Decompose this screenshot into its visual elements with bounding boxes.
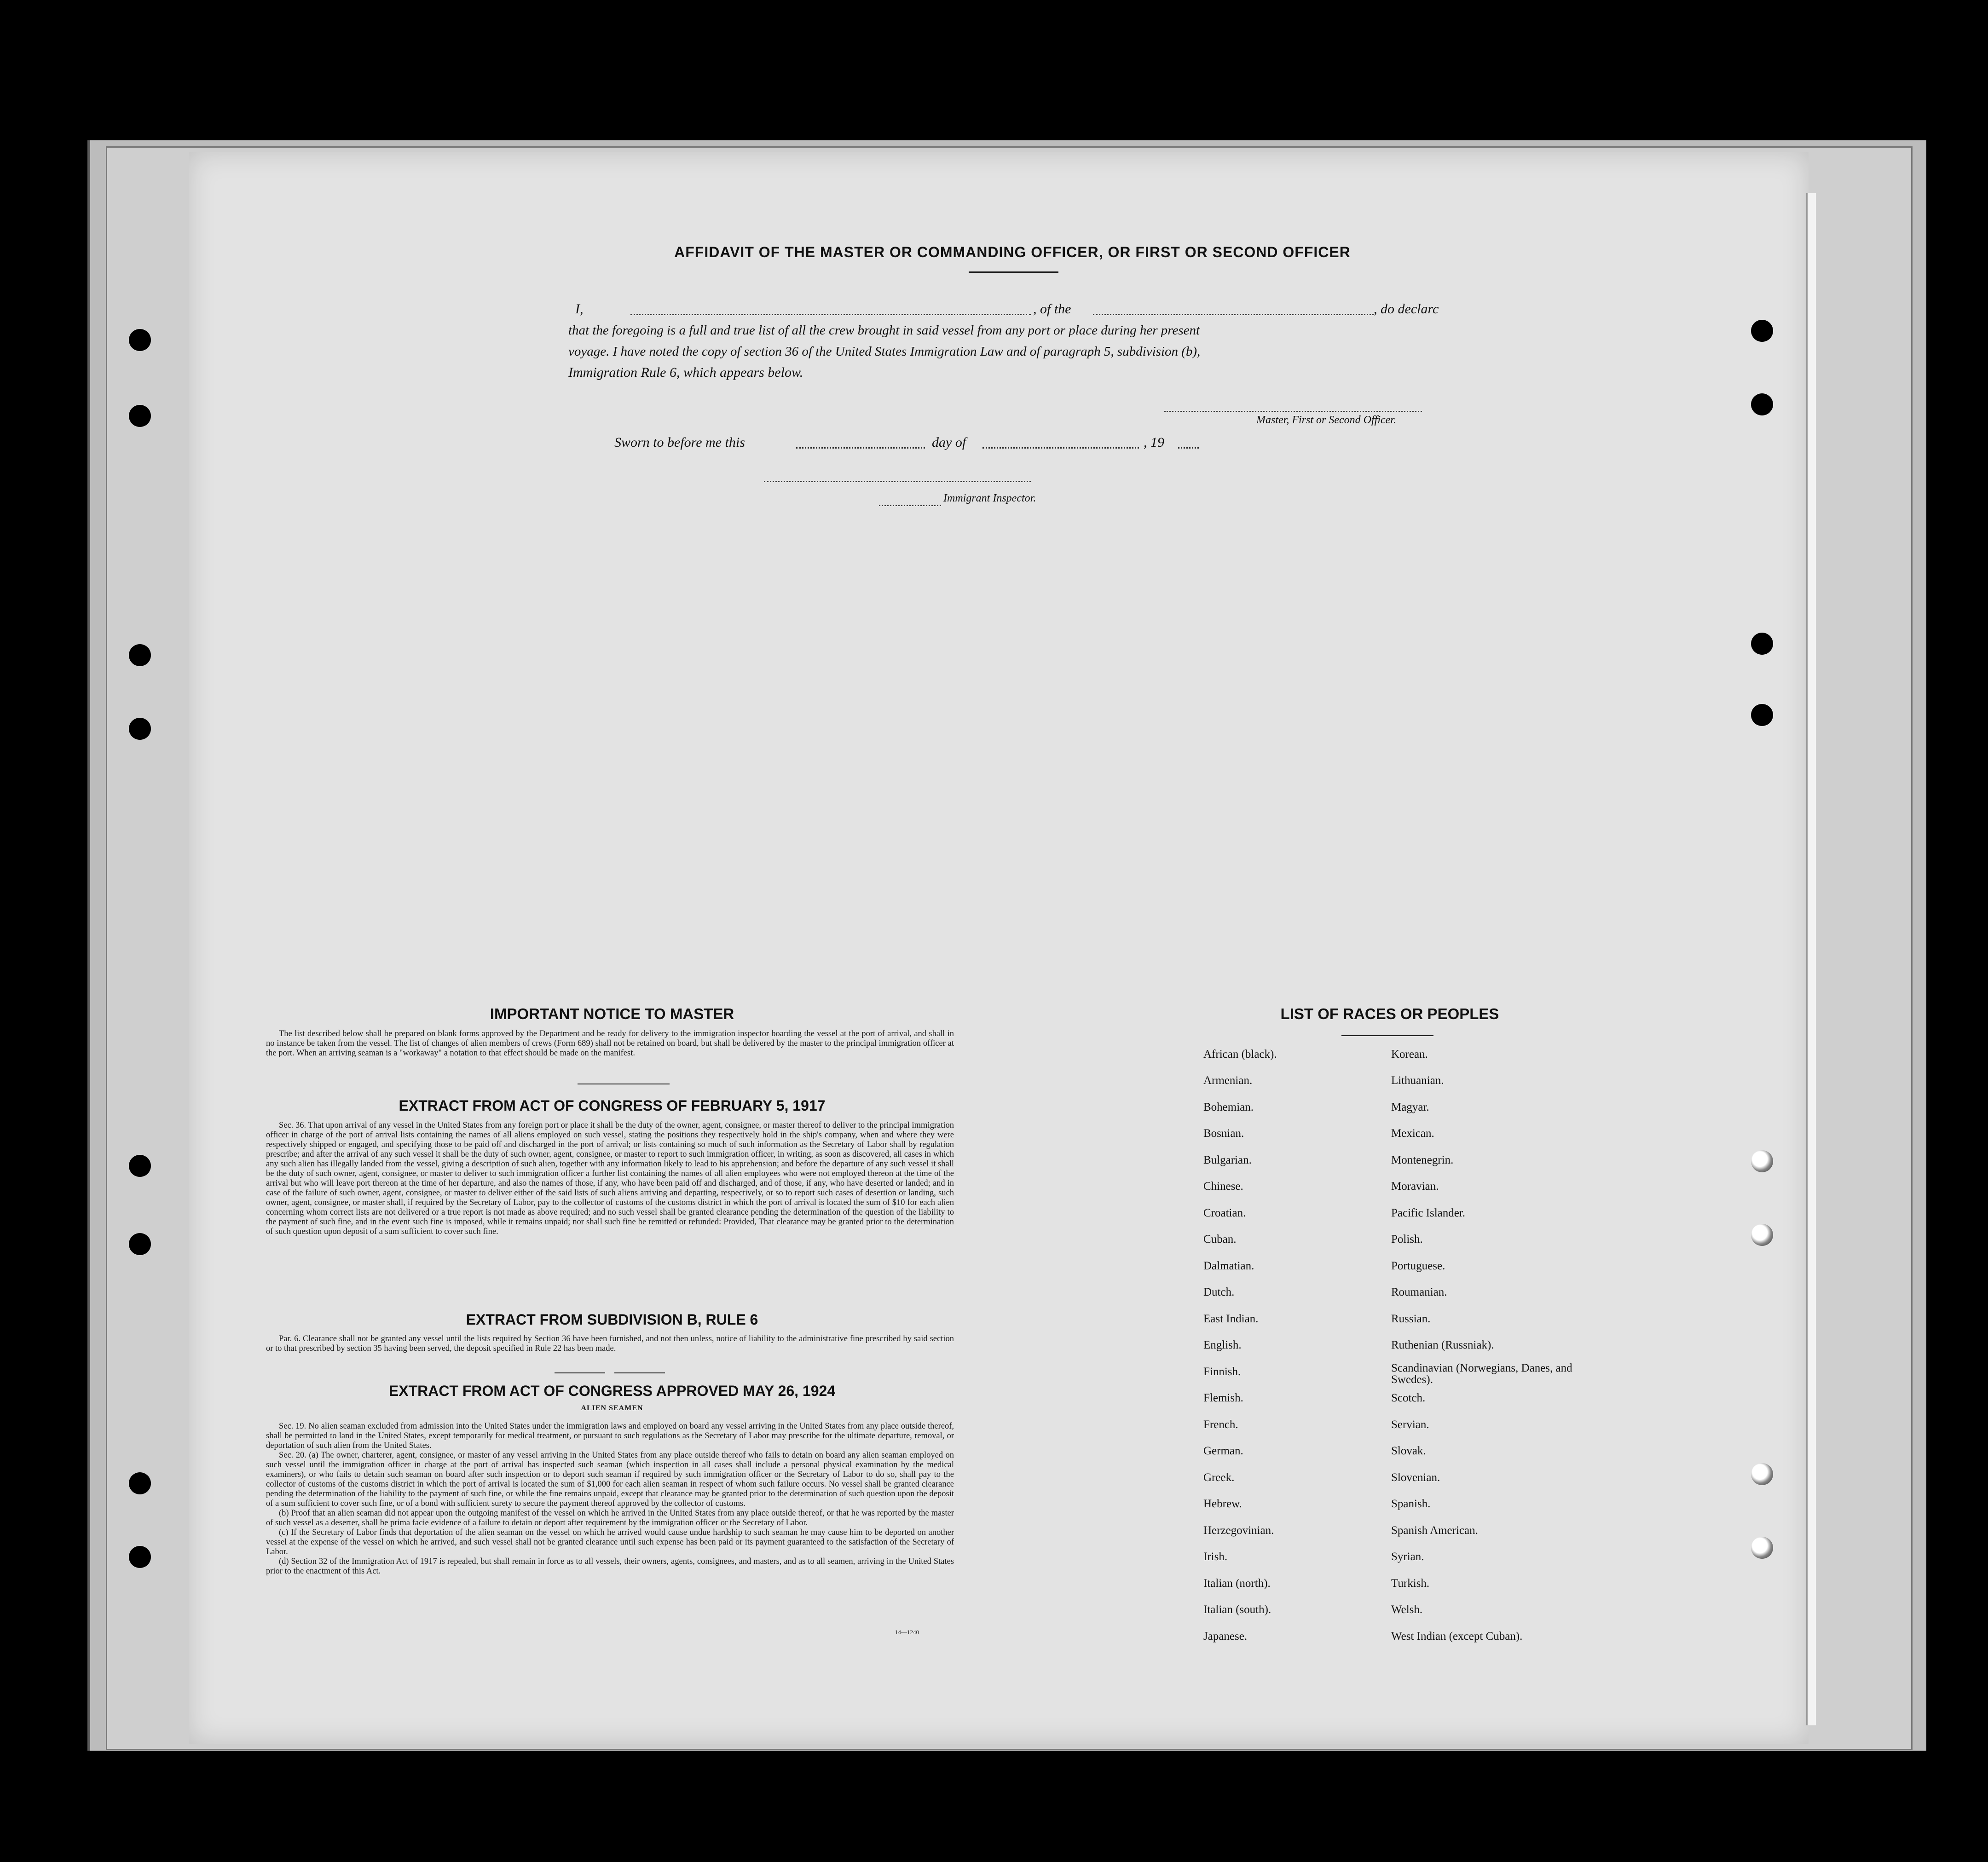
race-item: German. xyxy=(1203,1445,1243,1457)
race-item: Slovenian. xyxy=(1391,1471,1440,1484)
race-item: Spanish American. xyxy=(1391,1524,1478,1537)
binding-hole xyxy=(129,1472,151,1494)
race-item: Finnish. xyxy=(1203,1366,1241,1378)
divider-rule xyxy=(614,1372,665,1373)
binding-hole xyxy=(129,644,151,666)
extract-rule6-title: EXTRACT FROM SUBDIVISION B, RULE 6 xyxy=(466,1311,758,1328)
race-item: Italian (north). xyxy=(1203,1577,1271,1590)
binding-hole xyxy=(129,405,151,427)
binding-hole xyxy=(129,329,151,351)
binding-hole xyxy=(1751,320,1773,342)
binding-hole xyxy=(1751,1224,1773,1246)
binding-hole xyxy=(1751,704,1773,726)
races-rule xyxy=(1341,1035,1433,1036)
race-item: Portuguese. xyxy=(1391,1260,1445,1272)
section-20b-paragraph: (b) Proof that an alien seaman did not appear upon the outgoing manifest of the vessel on which he arrived in the United States from any place outside thereof, or that he was reported by the master of such vessel as a deserter, shall be prima facie evidence of a failure to detain or deport after requirement by the immigration officer or the Secretary of Labor. xyxy=(266,1509,954,1528)
affidavit-title: AFFIDAVIT OF THE MASTER OR COMMANDING OFFICER, OR FIRST OR SECOND OFFICER xyxy=(674,244,1351,260)
race-item: Dutch. xyxy=(1203,1286,1235,1298)
binding-hole xyxy=(1751,633,1773,655)
affidavit-line-4: Immigration Rule 6, which appears below. xyxy=(568,365,803,380)
race-item: Scotch. xyxy=(1391,1392,1426,1404)
race-item: Dalmatian. xyxy=(1203,1260,1254,1272)
sworn-year: , 19 xyxy=(1144,435,1164,450)
notice-body xyxy=(266,1029,954,1058)
sworn-day-of: day of xyxy=(932,435,966,450)
race-item: Magyar. xyxy=(1391,1101,1429,1113)
race-item: Flemish. xyxy=(1203,1392,1243,1404)
race-item: Mexican. xyxy=(1391,1127,1434,1140)
race-item: Chinese. xyxy=(1203,1180,1243,1193)
race-item: Welsh. xyxy=(1391,1603,1423,1616)
inspector-label: Immigrant Inspector. xyxy=(943,492,1036,504)
race-item: East Indian. xyxy=(1203,1313,1259,1325)
race-item: Croatian. xyxy=(1203,1207,1246,1219)
notice-title: IMPORTANT NOTICE TO MASTER xyxy=(490,1005,734,1022)
affidavit-do-declare: , do declarc xyxy=(1374,301,1439,317)
title-rule xyxy=(969,271,1058,273)
master-signature-label: Master, First or Second Officer. xyxy=(1256,414,1396,426)
race-item: Herzegovinian. xyxy=(1203,1524,1274,1537)
race-item: Japanese. xyxy=(1203,1630,1248,1643)
race-item: Ruthenian (Russniak). xyxy=(1391,1339,1494,1351)
sworn-day-blank[interactable] xyxy=(796,447,925,449)
extract-1917-body xyxy=(266,1121,954,1237)
race-item: Servian. xyxy=(1391,1418,1429,1431)
race-item: Slovak. xyxy=(1391,1445,1426,1457)
race-item: Lithuanian. xyxy=(1391,1074,1444,1087)
race-item: Greek. xyxy=(1203,1471,1235,1484)
inspector-prefix-line xyxy=(879,505,941,506)
extract-rule6-paragraph: Par. 6. Clearance shall not be granted any vessel until the lists required by Section 36 have been furnished, and not then unless, notice of liability to the administrative fine prescribed by said section or to that prescribed by section 35 having been served, the deposit specified in Rule 22 has been made. xyxy=(266,1334,954,1353)
sworn-year-blank[interactable] xyxy=(1178,447,1199,449)
notice-paragraph: The list described below shall be prepared on blank forms approved by the Department and be ready for delivery to the immigration inspector boarding the vessel at the port of arrival, and shall in no instance be taken from the vessel. The list of changes of alien members of crews (Form 689) shall not be retained on board, but shall be delivered by the master to the principal immigration officer at the port. When an arriving seaman is a "workaway" a notation to that effect should be made on the manifest. xyxy=(266,1029,954,1058)
affidavit-of-the: , of the xyxy=(1033,301,1071,317)
race-item: West Indian (except Cuban). xyxy=(1391,1630,1523,1643)
affidavit-line-2: that the foregoing is a full and true list of all the crew brought in said vessel from any port or place during her present xyxy=(568,323,1200,338)
race-item: Scandinavian (Norwegians, Danes, and Swedes). xyxy=(1391,1362,1572,1386)
binding-hole xyxy=(129,1233,151,1255)
affidavit-line-3: voyage. I have noted the copy of section 36 of the United States Immigration Law and of paragraph 5, subdivision (b), xyxy=(568,344,1201,359)
race-item: Montenegrin. xyxy=(1391,1154,1454,1166)
section-19-paragraph: Sec. 19. No alien seaman excluded from admission into the United States under the immigration laws and employed on board any vessel arriving in the United States from any place outside thereof, shall be permitted to land in the United States, except temporarily for medical treatment, or pursuant to such regulations as the Secretary of Labor may prescribe for the ultimate departure, removal, or deportation of such alien from the United States. xyxy=(266,1422,954,1450)
race-item: Pacific Islander. xyxy=(1391,1207,1466,1219)
divider-rule xyxy=(555,1372,605,1373)
sworn-prefix: Sworn to before me this xyxy=(614,435,745,450)
extract-1924-title: EXTRACT FROM ACT OF CONGRESS APPROVED MAY 26, 1924 xyxy=(388,1383,836,1399)
race-item: French. xyxy=(1203,1418,1238,1431)
extract-1924-subtitle: ALIEN SEAMEN xyxy=(581,1404,643,1412)
binding-hole xyxy=(129,718,151,740)
sworn-month-blank[interactable] xyxy=(982,447,1139,449)
binding-hole xyxy=(1751,1537,1773,1559)
race-item: Turkish. xyxy=(1391,1577,1430,1590)
name-blank[interactable] xyxy=(630,314,1031,315)
form-number: 14—1240 xyxy=(895,1629,919,1636)
master-signature-line[interactable] xyxy=(1164,411,1422,412)
race-item: Polish. xyxy=(1391,1233,1423,1245)
section-20d-paragraph: (d) Section 32 of the Immigration Act of 1917 is repealed, but shall remain in force as to all vessels, their owners, agents, consignees, and masters, and as to all seamen, arriving in the United States prior to the enactment of this Act. xyxy=(266,1557,954,1576)
binding-hole xyxy=(1751,393,1773,415)
extract-1924-body xyxy=(266,1422,954,1576)
race-item: English. xyxy=(1203,1339,1242,1351)
binding-hole xyxy=(1751,1150,1773,1172)
race-item: Irish. xyxy=(1203,1551,1228,1563)
race-item: Hebrew. xyxy=(1203,1498,1242,1510)
races-title: LIST OF RACES OR PEOPLES xyxy=(1280,1005,1499,1022)
race-item: Roumanian. xyxy=(1391,1286,1447,1298)
race-item: African (black). xyxy=(1203,1048,1277,1061)
race-item: Russian. xyxy=(1391,1313,1431,1325)
extract-1917-title: EXTRACT FROM ACT OF CONGRESS OF FEBRUARY 5, 1917 xyxy=(399,1097,826,1114)
section-20c-paragraph: (c) If the Secretary of Labor finds that deportation of the alien seaman on the vessel on which he arrived would cause undue hardship to such seaman he may cause him to be deported on another vessel at the expense of the vessel on which he arrived, and such vessel shall not be granted clearance until such expense has been paid or its payment guaranteed to the satisfaction of the Secretary of Labor. xyxy=(266,1528,954,1556)
race-item: Korean. xyxy=(1391,1048,1428,1061)
race-item: Moravian. xyxy=(1391,1180,1439,1193)
extract-1917-paragraph: Sec. 36. That upon arrival of any vessel in the United States from any foreign port or place it shall be the duty of the owner, agent, consignee, or master thereof to deliver to the principal immigration officer in charge of the port of arrival lists containing the names of all aliens employed on such vessel, stating the positions they respectively hold in the ship's company, when and where they were respectively shipped or engaged, and specifying those to be paid off and discharged in the port of arrival; or lists containing so much of such information as the Secretary of Labor shall by regulation prescribe; and after the arrival of any such vessel it shall be the duty of such owner, agent, consignee, or master to report to such immigration officer, in writing, as soon as discovered, all cases in which any such alien has illegally landed from the vessel, giving a description of such alien, together with any information likely to lead to his apprehension; and before the departure of any such vessel it shall be the duty of such owner, agent, consignee, or master to deliver to such immigration officer a further list containing the names of all alien employees who were not employed thereon at the time of the arrival but who will leave port thereon at the time of her departure, and also the names of those, if any, who have been paid off and discharged, and of those, if any, who have deserted or landed; and in case of the failure of such owner, agent, consignee, or master to deliver either of the said lists of such aliens arriving and departing, respectively, or so to report such cases of desertion or landing, such owner, agent, consignee, or master shall, if required by the Secretary of Labor, pay to the collector of customs of the customs district in which the port of arrival is located the sum of $10 for each alien concerning whom correct lists are not delivered or a true report is not made as above required; and no such vessel shall be granted clearance pending the determination of the question of the liability to the payment of such fine, and in the event such fine is imposed, while it remains unpaid; nor shall such fine be remitted or refunded: Provided, That clearance may be granted prior to the determination of such question upon deposit of a sum sufficient to cover such fine. xyxy=(266,1121,954,1236)
affidavit-i: I, xyxy=(575,301,584,317)
binding-hole xyxy=(129,1546,151,1568)
page-edge xyxy=(1806,193,1816,1725)
race-item: Bohemian. xyxy=(1203,1101,1254,1113)
race-item: Cuban. xyxy=(1203,1233,1237,1245)
vessel-blank[interactable] xyxy=(1093,314,1374,315)
race-item: Armenian. xyxy=(1203,1074,1253,1087)
race-item: Spanish. xyxy=(1391,1498,1431,1510)
race-item: Bosnian. xyxy=(1203,1127,1244,1140)
binding-hole xyxy=(129,1155,151,1177)
section-20a-paragraph: Sec. 20. (a) The owner, charterer, agent, consignee, or master of any vessel arriving in the United States from any place outside thereof who fails to detain on board any alien seaman employed on such vessel until the immigration officer in charge at the port of arrival has inspected such seaman (which inspection in all cases shall include a personal physical examination by the medical examiners), or who fails to detain such seaman on board after such inspection or to deport such seaman if required by such immigration officer or the Secretary of Labor to do so, shall pay to the collector of customs of the customs district in which the port of arrival is located the sum of $1,000 for each alien seaman in respect of whom such failure occurs. No vessel shall be granted clearance pending the determination of the liability to the payment of such fine, or while the fine remains unpaid, except that clearance may be granted prior to the determination of such question upon the deposit of a sum sufficient to cover such fine, or of a bond with sufficient surety to secure the payment thereof approved by the collector of customs. xyxy=(266,1451,954,1508)
inspector-signature-line[interactable] xyxy=(764,481,1031,482)
extract-rule6-body xyxy=(266,1334,954,1354)
binding-hole xyxy=(1751,1463,1773,1485)
race-item: Bulgarian. xyxy=(1203,1154,1252,1166)
race-item: Syrian. xyxy=(1391,1551,1424,1563)
race-item: Italian (south). xyxy=(1203,1603,1271,1616)
